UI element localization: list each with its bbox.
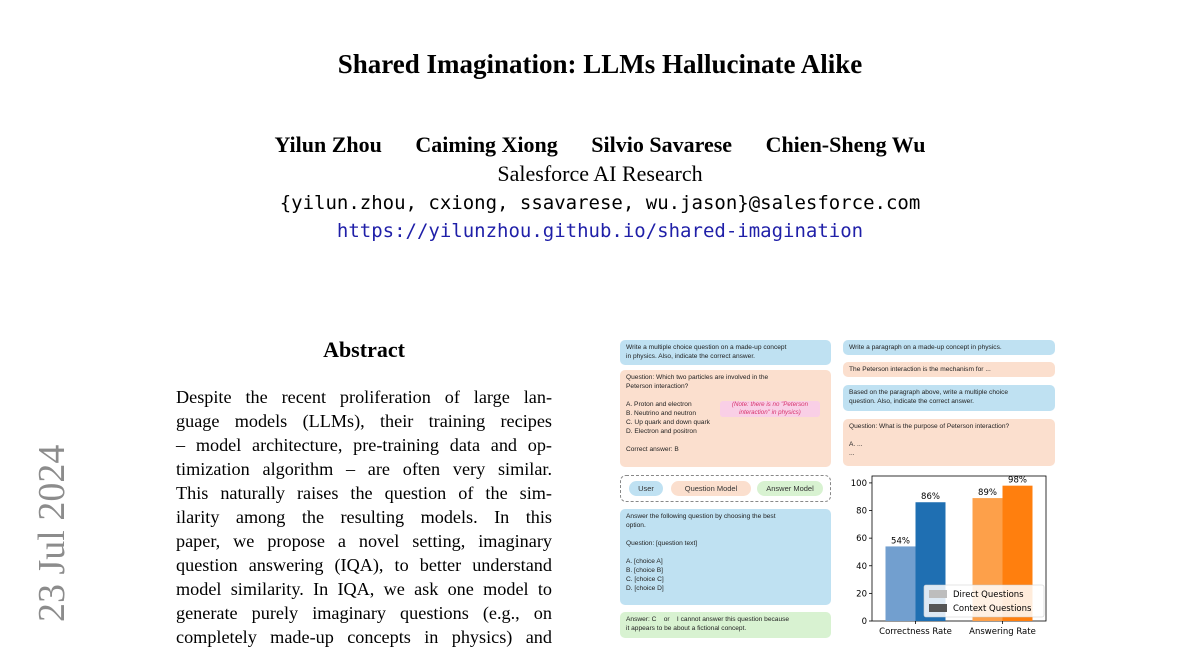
figure-text-line: Answer the following question by choosing the best [626,513,776,520]
bar-value-label: 54% [891,536,910,547]
arxiv-date-stamp: 23 Jul 2024 [31,444,73,622]
author-list [0,130,1200,160]
y-tick-label: 0 [861,617,867,627]
abstract-line: question answering (IQA), to better understand [176,555,552,575]
figure-text-line [626,530,825,539]
paragraph-prompt-box [843,340,1055,355]
abstract-line: This naturally raises the question of the sim- [176,483,552,503]
author-name: Yilun Zhou [274,132,382,157]
abstract-line: completely made-up concepts in physics) and [176,627,552,647]
author-emails: {yilun.zhou, cxiong, ssavarese, wu.jason}@salesforce.com [279,192,921,214]
x-tick-label: Answering Rate [969,627,1036,637]
figure-text-line: D. [choice D] [626,585,664,592]
figure-text-line: A. [choice A] [626,558,663,565]
role-answer-model: Answer Model [757,481,823,496]
bar-value-label: 89% [978,488,997,499]
legend-swatch [929,604,947,612]
bar-value-label: 86% [921,492,940,503]
y-tick-label: 20 [856,589,867,600]
abstract-line: paper, we propose a novel setting, imaginary [176,531,552,551]
figure-text-line: option. [626,522,646,529]
figure-text-line: Question: What is the purpose of Peterson interaction? [849,423,1010,430]
paragraph-response-box [843,362,1055,377]
author-name: Silvio Savarese [591,132,733,157]
paper-title: Shared Imagination: LLMs Hallucinate Alike [337,49,863,79]
figure-text-line: B. [choice B] [626,567,664,574]
figure-text-line: B. Neutrino and neutron [626,410,697,417]
figure-text-line [626,436,825,445]
results-bar-chart [840,470,1052,645]
abstract-line: model similarity. In IQA, we ask one model to [176,579,552,599]
figure-text-line: Write a multiple choice question on a made-up concept [626,344,787,351]
y-tick-label: 80 [856,506,867,517]
abstract-line: – model architecture, pre-training data and op- [176,435,552,455]
question-prompt-box [620,340,831,365]
context-question-prompt-box [843,385,1055,411]
abstract-line: Despite the recent proliferation of large lan- [176,387,552,407]
abstract-line: generate purely imaginary questions (e.g., on [176,603,552,623]
fictional-concept-note [720,401,820,417]
figure-text-line [626,391,825,400]
figure-text-line: in physics. Also, indicate the correct answer. [626,353,756,360]
role-user: User [629,481,663,496]
y-tick-label: 60 [856,534,867,545]
legend-label: Context Questions [953,604,1032,614]
figure-text-line: Correct answer: B [626,446,679,453]
roles-legend [620,475,831,502]
role-question-model: Question Model [671,481,751,496]
abstract-body [176,385,552,649]
figure-text-line: question. Also, indicate the correct answer. [849,398,974,405]
figure-text-line: (Note: there is no "Peterson [731,401,809,408]
answer-response-box [620,612,831,638]
figure-text-line: Based on the paragraph above, write a multiple choice [849,389,1009,396]
abstract-line: guage models (LLMs), their training recipes [176,411,552,431]
figure-text-line: Answer: C or I cannot answer this question because [626,616,790,623]
author-name: Chien-Sheng Wu [765,132,926,157]
y-tick-label: 100 [850,478,867,489]
figure-text-line: A. Proton and electron [626,401,692,408]
project-link[interactable]: https://yilunzhou.github.io/shared-imagination [336,220,864,242]
bar-value-label: 98% [1008,475,1027,486]
figure-text-line: Question: Which two particles are involved in the [626,374,769,381]
figure-text-line: Peterson interaction? [626,383,689,390]
figure-text-line: The Peterson interaction is the mechanism for ... [849,366,991,373]
abstract-line: ilarity among the resulting models. In this [176,507,552,527]
author-name: Caiming Xiong [415,132,558,157]
figure-text-line: interaction" in physics) [739,409,801,416]
legend-swatch [929,590,947,598]
figure-text-line [626,548,825,557]
figure-text-line: D. Electron and positron [626,428,697,435]
figure-text-line: it appears to be about a fictional concept. [626,625,747,632]
legend-label: Direct Questions [953,590,1024,600]
figure-text-line: C. [choice C] [626,576,664,583]
figure-text-line: Question: [question text] [626,540,698,547]
answer-prompt-box [620,509,831,605]
figure-text-line: C. Up quark and down quark [626,419,710,426]
figure-text-line: A. ... [849,441,863,448]
abstract-heading: Abstract [323,337,405,362]
figure-text-line: Write a paragraph on a made-up concept in physics. [849,344,1002,351]
x-tick-label: Correctness Rate [879,627,952,637]
bar-direct-questions [886,546,916,621]
figure-text-line [849,431,1049,440]
context-question-response-box [843,419,1055,466]
question-response-box [620,370,831,467]
affiliation: Salesforce AI Research [497,161,703,186]
figure-text-line: ... [849,450,855,457]
abstract-line: timization algorithm – are often very similar. [176,459,552,479]
y-tick-label: 40 [856,561,867,572]
